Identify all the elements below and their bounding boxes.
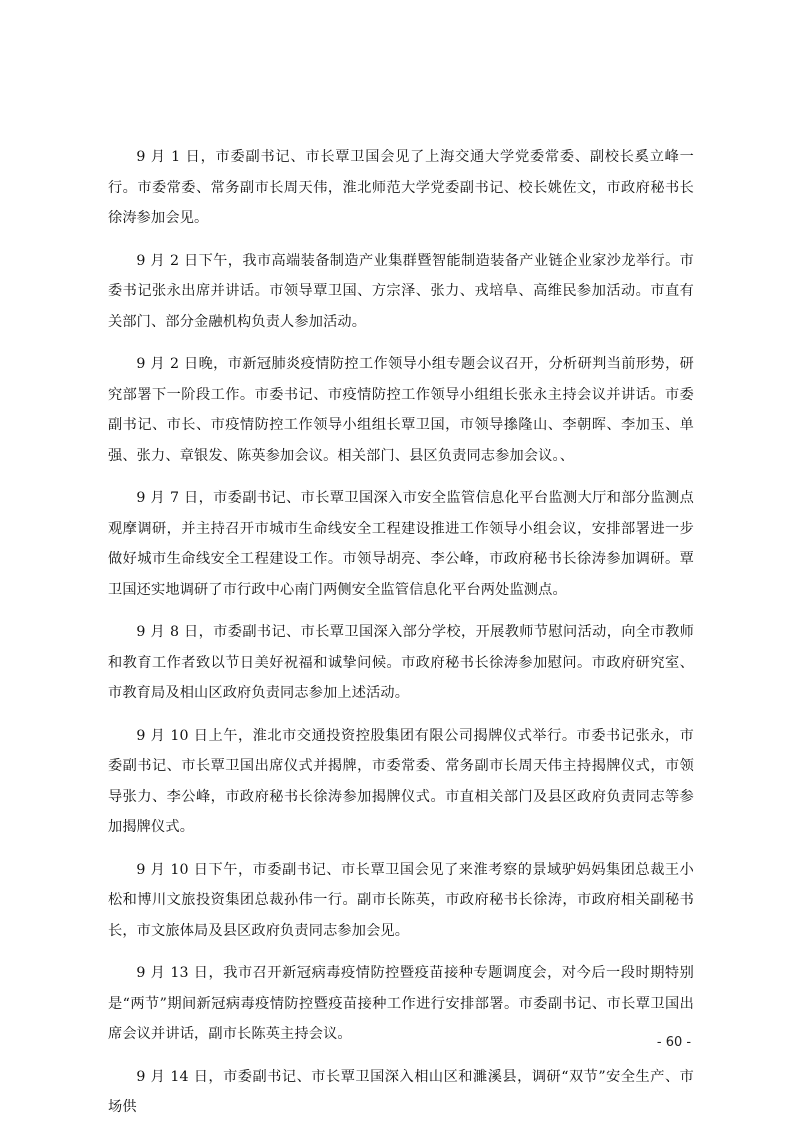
paragraph-sep-8: 9 月 8 日，市委副书记、市长覃卫国深入部分学校，开展教师节慰问活动，向全市教师和教育工作者致以节日美好祝福和诚挚问候。市政府秘书长徐涛参加慰问。市政府研究室、市教育局及相山区政府负责同志参加上述活动。 [108, 624, 694, 701]
paragraph-sep-10-afternoon: 9 月 10 日下午，市委副书记、市长覃卫国会见了来淮考察的景域驴妈妈集团总裁王小松和博川文旅投资集团总裁孙伟一行。副市长陈英，市政府秘书长徐涛，市政府相关副秘书长，市文旅体局及县区政府负责同志参加会见。 [108, 861, 694, 939]
paragraph-sep-10-morning: 9 月 10 日上午，淮北市交通投资控股集团有限公司揭牌仪式举行。市委书记张永，市委副书记、市长覃卫国出席仪式并揭牌，市委常委、常务副市长周天伟主持揭牌仪式，市领导张力、李公峰，市政府秘书长徐涛参加揭牌仪式。市直相关部门及县区政府负责同志等参加揭牌仪式。 [108, 727, 694, 835]
paragraph-sep-14: 9 月 14 日，市委副书记、市长覃卫国深入相山区和濉溪县，调研“双节”安全生产、市场供 [108, 1068, 694, 1115]
paragraph-sep-7: 9 月 7 日，市委副书记、市长覃卫国深入市安全监管信息化平台监测大厅和部分监测点观摩调研，并主持召开市城市生命线安全工程建设推进工作领导小组会议，安排部署进一步做好城市生命线安全工程建设工作。市领导胡亮、李公峰，市政府秘书长徐涛参加调研。覃卫国还实地调研了市行政中心南门两侧安全监管信息化平台两处监测点。 [108, 490, 694, 598]
paragraph-sep-1: 9 月 1 日，市委副书记、市长覃卫国会见了上海交通大学党委常委、副校长奚立峰一行。市委常委、常务副市长周天伟，淮北师范大学党委副书记、校长姚佐文，市政府秘书长徐涛参加会见。 [108, 149, 694, 226]
paragraph-sep-2: 9 月 2 日下午，我市高端装备制造产业集群暨智能制造装备产业链企业家沙龙举行。市委书记张永出席并讲话。市领导覃卫国、方宗泽、张力、戎培阜、高维民参加活动。市直有关部门、部分金融机构负责人参加活动。 [108, 252, 694, 330]
document-body [108, 142, 694, 1135]
paragraph-sep-2-evening: 9 月 2 日晚，市新冠肺炎疫情防控工作领导小组专题会议召开，分析研判当前形势，研究部署下一阶段工作。市委书记、市疫情防控工作领导小组组长张永主持会议并讲话。市委副书记、市长、市疫情防控工作领导小组组长覃卫国，市领导撡隆山、李朝晖、李加玉、单强、张力、章银发、陈英参加会议。相关部门、县区负责同志参加会议。、 [108, 356, 694, 464]
paragraph-sep-13: 9 月 13 日，我市召开新冠病毒疫情防控暨疫苗接种专题调度会，对今后一段时期特别是“两节”期间新冠病毒疫情防控暨疫苗接种工作进行安排部署。市委副书记、市长覃卫国出席会议并讲话，副市长陈英主持会议。 [108, 965, 694, 1042]
page-number: - 60 - [656, 1035, 692, 1050]
